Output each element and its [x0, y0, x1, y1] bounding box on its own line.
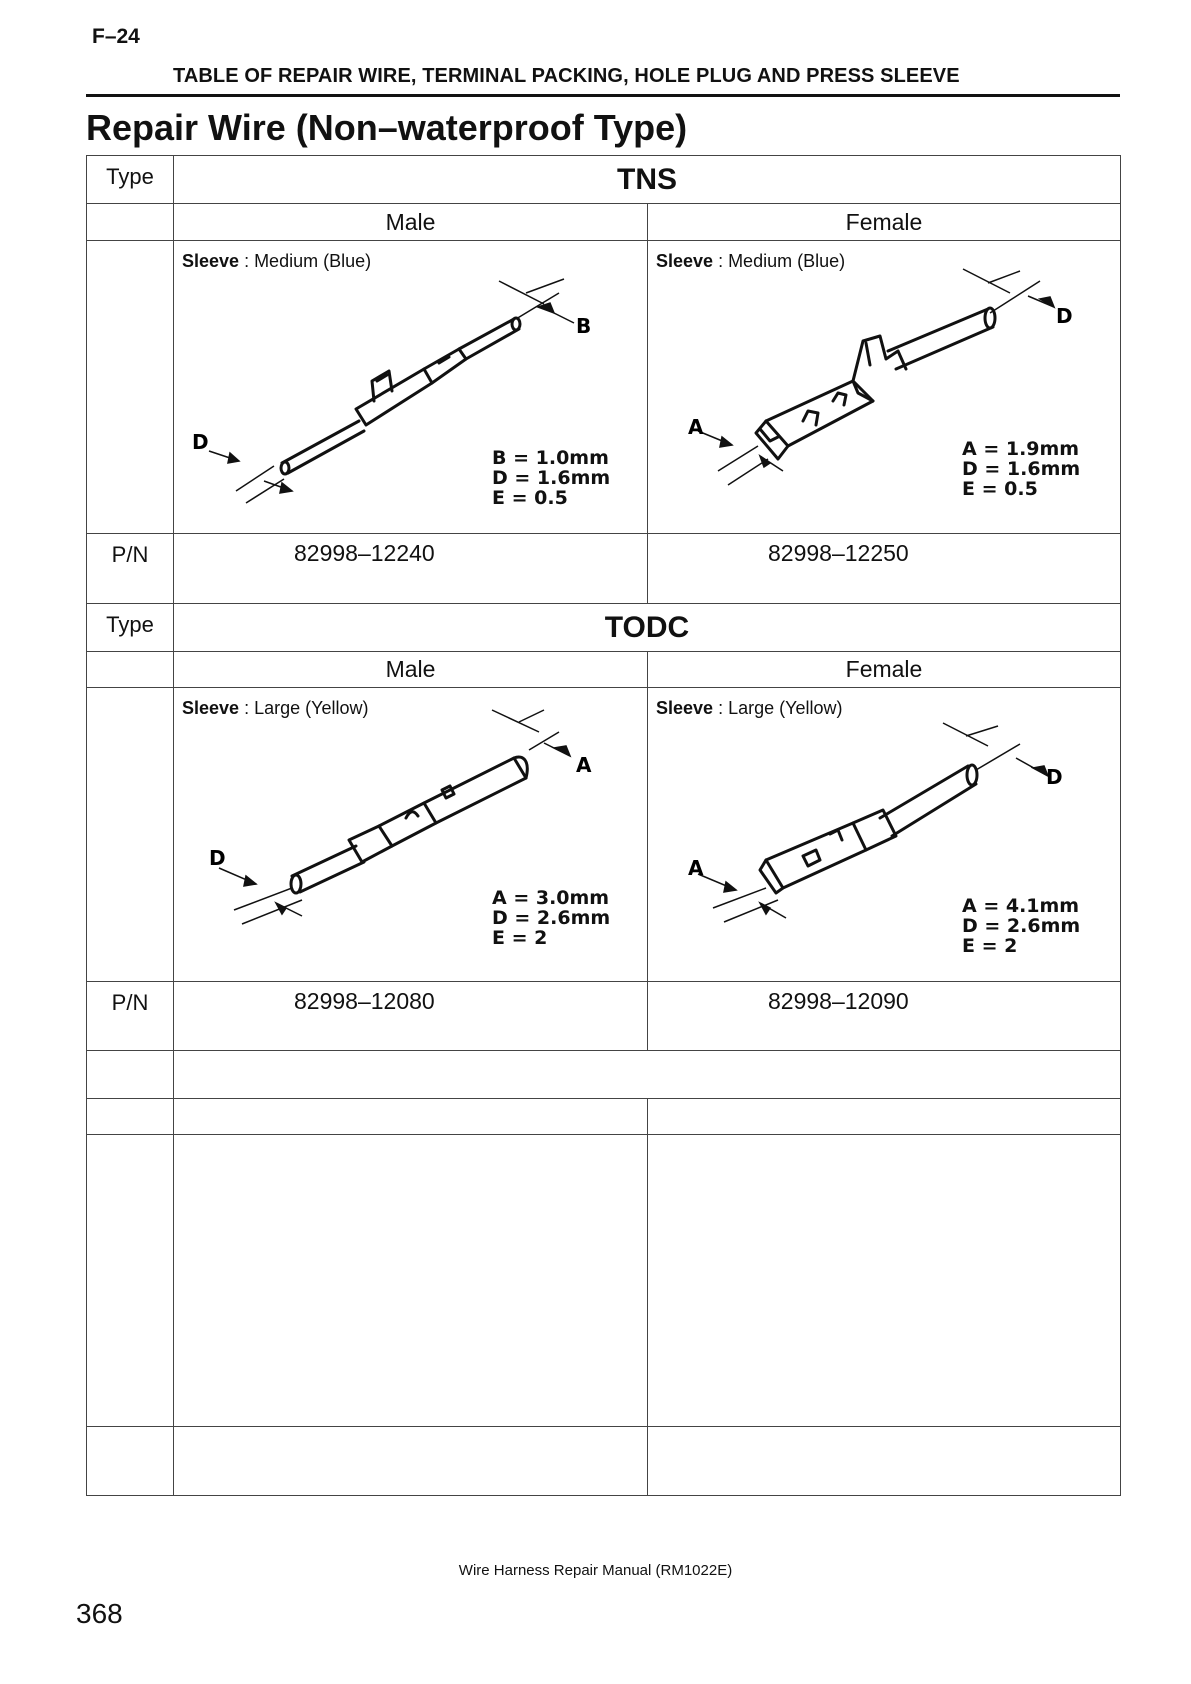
male-label: Male [174, 652, 648, 688]
pn-female-cell [648, 534, 1121, 604]
type-name: TODC [174, 604, 1121, 652]
part-number: 82998–12240 [294, 540, 435, 566]
page-title: Repair Wire (Non–waterproof Type) [86, 107, 688, 148]
empty-cell [87, 1135, 174, 1427]
empty-pn-row [87, 1427, 1121, 1496]
spec-line: E = 2 [492, 927, 548, 949]
empty-cell [174, 1135, 648, 1427]
male-illustration-cell [174, 688, 648, 982]
part-number: 82998–12250 [768, 540, 909, 566]
spec-line: B = 1.0mm [492, 447, 609, 469]
part-number: 82998–12080 [294, 988, 435, 1014]
empty-cell [87, 1427, 174, 1496]
type-label: Type [87, 156, 174, 204]
type-label: Type [87, 604, 174, 652]
female-illustration-cell [648, 241, 1121, 534]
empty-cell [87, 652, 174, 688]
running-header-title: TABLE OF REPAIR WIRE, TERMINAL PACKING, HOLE PLUG AND PRESS SLEEVE [173, 65, 960, 87]
empty-cell [87, 1099, 174, 1135]
empty-cell [648, 1427, 1121, 1496]
pn-label: P/N [87, 982, 174, 1051]
spec-line: D = 1.6mm [492, 467, 611, 489]
part-number-row [87, 534, 1121, 604]
spec-line: A = 1.9mm [962, 438, 1080, 460]
repair-wire-table [86, 155, 1121, 1496]
pn-female-cell [648, 982, 1121, 1051]
spec-line: A = 3.0mm [492, 887, 610, 909]
gender-row [87, 652, 1121, 688]
header-rule [86, 94, 1120, 97]
female-label: Female [648, 652, 1121, 688]
empty-cell [174, 1051, 1121, 1099]
type-row [87, 604, 1121, 652]
dim-label: A [576, 753, 592, 777]
female-illustration-cell [648, 688, 1121, 982]
empty-gender-row [87, 1099, 1121, 1135]
empty-cell [174, 1427, 648, 1496]
sleeve-label: Sleeve [182, 251, 240, 271]
dim-label: D [1056, 304, 1073, 328]
empty-cell [87, 1051, 174, 1099]
female-label: Female [648, 204, 1121, 241]
spec-line: E = 0.5 [492, 487, 568, 509]
dim-label: D [1046, 765, 1063, 789]
pn-male-cell [174, 534, 648, 604]
dim-label: B [576, 314, 592, 338]
footer-manual-title: Wire Harness Repair Manual (RM1022E) [458, 1562, 733, 1579]
pn-male-cell [174, 982, 648, 1051]
part-number: 82998–12090 [768, 988, 909, 1014]
spec-list [962, 439, 1080, 499]
empty-type-row [87, 1051, 1121, 1099]
section-code: F–24 [92, 25, 140, 48]
empty-illustration-row [87, 1135, 1121, 1427]
empty-cell [648, 1099, 1121, 1135]
sleeve-value: : Medium (Blue) [239, 251, 372, 271]
empty-cell [87, 241, 174, 534]
dim-label: A [688, 415, 704, 439]
spec-line: D = 2.6mm [492, 907, 611, 929]
dim-label: D [209, 846, 226, 870]
spec-line: D = 2.6mm [962, 915, 1081, 937]
illustration-row [87, 688, 1121, 982]
sleeve-label: Sleeve [656, 251, 714, 271]
sleeve-value: : Medium (Blue) [713, 251, 846, 271]
spec-line: A = 4.1mm [962, 895, 1080, 917]
type-row [87, 156, 1121, 204]
page-number: 368 [76, 1598, 123, 1629]
type-name: TNS [174, 156, 1121, 204]
spec-list [492, 448, 610, 508]
sleeve-label: Sleeve [656, 698, 714, 718]
pn-label: P/N [87, 534, 174, 604]
empty-cell [174, 1099, 648, 1135]
part-number-row [87, 982, 1121, 1051]
empty-cell [87, 688, 174, 982]
spec-list [492, 888, 610, 948]
dim-label: D [192, 430, 209, 454]
spec-list [962, 896, 1080, 956]
sleeve-value: : Large (Yellow) [239, 698, 369, 718]
empty-cell [87, 204, 174, 241]
illustration-row [87, 241, 1121, 534]
sleeve-label: Sleeve [182, 698, 240, 718]
empty-cell [648, 1135, 1121, 1427]
gender-row [87, 204, 1121, 241]
dim-label: A [688, 856, 704, 880]
spec-line: E = 0.5 [962, 478, 1038, 500]
sleeve-value: : Large (Yellow) [713, 698, 843, 718]
spec-line: D = 1.6mm [962, 458, 1081, 480]
male-illustration-cell [174, 241, 648, 534]
male-label: Male [174, 204, 648, 241]
spec-line: E = 2 [962, 935, 1018, 957]
